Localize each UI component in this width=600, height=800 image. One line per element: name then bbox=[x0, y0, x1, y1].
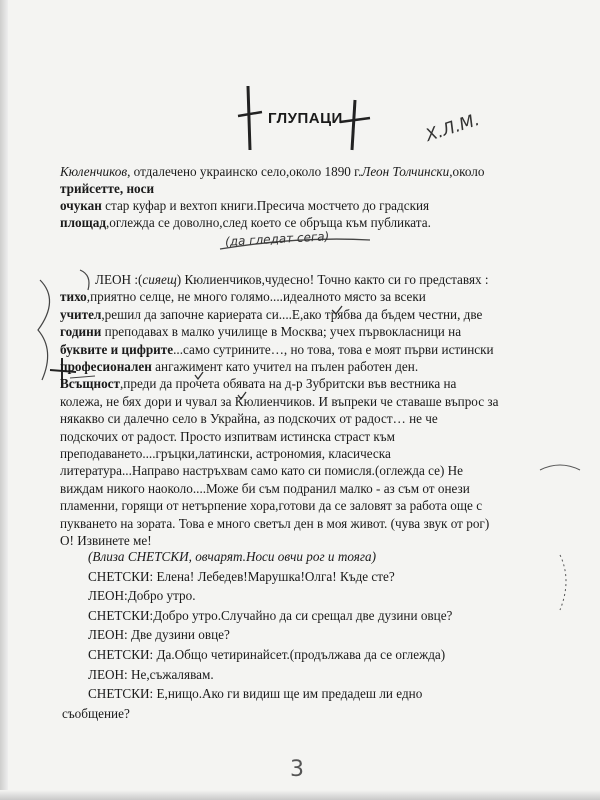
monologue-line: буквите и цифрите...само сутрините…, но това, това е моят първи истински bbox=[60, 341, 494, 357]
monologue-line: ЛЕОН :(сияещ) Кюлиенчиков,чудесно! Точно както си го представях : bbox=[95, 272, 489, 287]
stage-intro-line-4: площад,оглежда се доволно,след което се обръща към публиката. bbox=[60, 215, 431, 230]
monologue-line: пламенни, горящи от нетърпение хора,готови да се заловят за работа още с bbox=[60, 498, 483, 514]
dialogue-line: СНЕТСКИ: Е,нищо.Ако ги видиш ще им предадеш ли едно bbox=[88, 686, 423, 702]
scan-edge-left bbox=[0, 0, 8, 800]
stage-intro-line-1: Кюленчиков, отдалечено украинско село,около 1890 г.Леон Толчински,около bbox=[60, 164, 485, 179]
monologue-line: пукването на зората. Това е много светъл ден в моя живот. (чува звук от рог) bbox=[60, 515, 490, 531]
monologue-line: учител,решил да започне кариерата си....Е,ако трябва да бъдем честни, две bbox=[60, 306, 483, 322]
dialogue-line: съобщение? bbox=[62, 705, 130, 721]
monologue-line: колежа, не бях дори и чувал за Кюлиенчиков. И въпреки че ставаше въпрос за bbox=[60, 393, 499, 409]
scan-edge-bottom bbox=[0, 790, 600, 800]
monologue-line: преподаването....гръцки,латински, астрономия, класическа bbox=[60, 446, 391, 461]
monologue-line: Всъщност,преди да прочета обявата на д-р Зубритски във вестника на bbox=[60, 376, 457, 392]
margin-initials: Х.Л.М. bbox=[423, 109, 483, 147]
monologue-line: професионален ангажимент като учител на пълен работен ден. bbox=[60, 359, 419, 374]
monologue-line: О! Извинете ме! bbox=[60, 533, 152, 548]
dialogue-line: СНЕТСКИ:Добро утро.Случайно да си срещал две дузини овце? bbox=[88, 607, 453, 623]
monologue-line: някакво си далечно село в Украйна, аз подскочих от радост… не че bbox=[60, 411, 438, 427]
monologue-line: тихо,приятно селце, не много голямо....идеалното място за всеки bbox=[60, 289, 426, 305]
dialogue-line: ЛЕОН: Не,съжалявам. bbox=[88, 666, 214, 682]
page-number: 3 bbox=[290, 757, 304, 782]
title-block bbox=[238, 96, 438, 146]
stage-intro-line-3: очукан стар куфар и вехтоп книги.Пресича мостчето до градския bbox=[60, 198, 430, 213]
dialogue-line: ЛЕОН:Добро утро. bbox=[88, 588, 196, 604]
monologue-line: години преподавах в малко училище в Москва; учех първокласници на bbox=[60, 324, 462, 340]
monologue-line: подскочих от радост. Просто изпитвам истинска страст към bbox=[60, 428, 395, 444]
monologue-line: виждам никого наоколо....Може би съм подранил малко - аз съм от онези bbox=[60, 480, 470, 496]
monologue-line: литература...Направо настръхвам само като си помисля.(оглежда се) Не bbox=[60, 463, 464, 479]
play-title: ГЛУПАЦИ bbox=[268, 110, 343, 127]
dialogue-line: СНЕТСКИ: Елена! Лебедев!Марушка!Олга! Къде сте? bbox=[88, 568, 395, 584]
dialogue-line: ЛЕОН: Две дузини овце? bbox=[88, 627, 230, 643]
handwritten-note: (да гледат сега) bbox=[224, 229, 330, 249]
dialogue-line: (Влиза СНЕТСКИ, овчарят.Носи овчи рог и тояга) bbox=[88, 549, 377, 564]
stage-intro-line-2: трийсетте, носи bbox=[60, 181, 155, 196]
dialogue-line: СНЕТСКИ: Да.Общо четиринайсет.(продължава да се оглежда) bbox=[88, 647, 446, 662]
